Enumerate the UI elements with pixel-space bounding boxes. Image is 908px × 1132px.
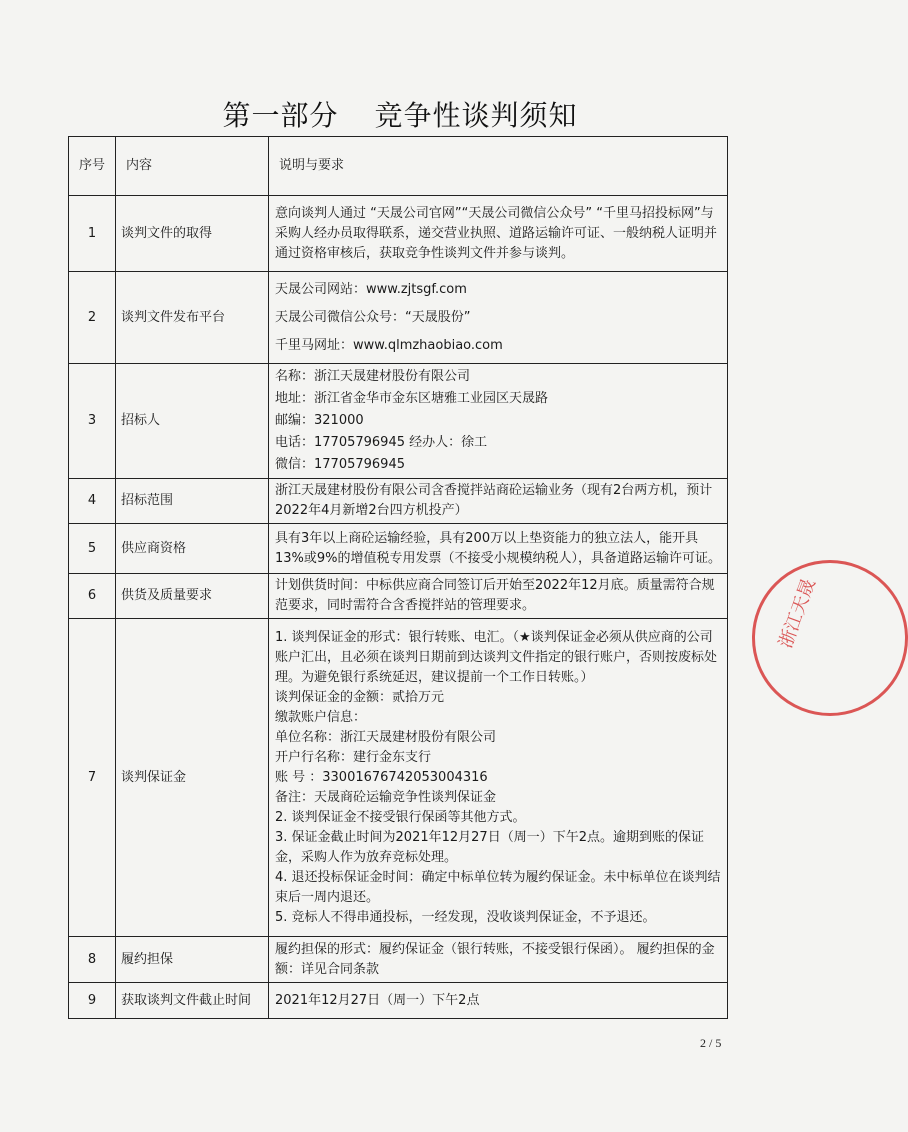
row-item-name: 招标人	[116, 364, 269, 479]
description-line: 缴款账户信息：	[275, 709, 367, 725]
row-number: 8	[69, 937, 116, 983]
row-item-name: 谈判保证金	[116, 619, 269, 937]
page-number: 2 / 5	[700, 1036, 722, 1050]
description-line: 计划供货时间：中标供应商合同签订后开始至2022年12月底。质量需符合规范要求，同时需符合含香搅拌站的管理要求。	[275, 578, 715, 613]
description-line: 2021年12月27日（周一）下午2点	[275, 992, 480, 1008]
table-row	[69, 937, 728, 983]
table-row	[69, 574, 728, 619]
description-line: 备注：天晟商砼运输竞争性谈判保证金	[275, 789, 497, 805]
page-title	[0, 94, 800, 134]
row-number: 3	[69, 364, 116, 479]
description-line: 邮编：321000	[275, 413, 364, 428]
table-row	[69, 364, 728, 479]
row-item-name: 供应商资格	[116, 524, 269, 574]
description-line: 履约担保的形式：履约保证金（银行转账，不接受银行保函）。 履约担保的金额：详见合同条款	[275, 941, 715, 977]
row-item-name: 获取谈判文件截止时间	[116, 983, 269, 1019]
description-line: 单位名称：浙江天晟建材股份有限公司	[275, 729, 497, 745]
description-line: 具有3年以上商砼运输经验，具有200万以上垫资能力的独立法人，能开具13%或9%的增值税专用发票（不接受小规模纳税人），具备道路运输许可证。	[275, 530, 722, 566]
table-header-row	[69, 137, 728, 196]
row-number: 7	[69, 619, 116, 937]
requirements-table	[68, 136, 728, 1019]
description-line: 谈判保证金的金额：贰拾万元	[275, 689, 445, 705]
table-body	[69, 196, 728, 1019]
row-item-name: 履约担保	[116, 937, 269, 983]
row-description	[269, 574, 728, 619]
description-line: 3. 保证金截止时间为2021年12月27日（周一）下午2点。逾期到账的保证金，采购人作为放弃竞标处理。	[275, 829, 704, 865]
row-number: 6	[69, 574, 116, 619]
description-line: 名称：浙江天晟建材股份有限公司	[275, 369, 471, 384]
row-item-name: 招标范围	[116, 479, 269, 524]
description-line: 电话：17705796945 经办人：徐工	[275, 435, 488, 450]
row-number: 2	[69, 272, 116, 364]
row-number: 1	[69, 196, 116, 272]
table-row	[69, 983, 728, 1019]
table-row	[69, 479, 728, 524]
row-description	[269, 983, 728, 1019]
description-line: 天晟公司网站：www.zjtsgf.com	[275, 281, 467, 297]
description-line: 地址：浙江省金华市金东区塘雅工业园区天晟路	[275, 391, 549, 406]
row-number: 5	[69, 524, 116, 574]
row-description	[269, 937, 728, 983]
row-description	[269, 479, 728, 524]
row-number: 4	[69, 479, 116, 524]
header-desc: 说明与要求	[269, 137, 728, 196]
table-row	[69, 619, 728, 937]
description-line: 2. 谈判保证金不接受银行保函等其他方式。	[275, 809, 526, 825]
description-line: 账 号 ：33001676742053004316	[275, 769, 488, 785]
description-line: 意向谈判人通过 “天晟公司官网”“天晟公司微信公众号” “千里马招投标网”与采购人经办员取得联系，递交营业执照、道路运输许可证、一般纳税人证明并通过资格审核后，获取竞争性谈判文件并参与谈判。	[275, 205, 718, 261]
title-part: 第一部分	[222, 99, 339, 132]
row-item-name: 谈判文件发布平台	[116, 272, 269, 364]
row-description	[269, 272, 728, 364]
title-name: 竞争性谈判须知	[374, 99, 578, 132]
header-no: 序号	[69, 137, 116, 196]
row-description	[269, 364, 728, 479]
description-line: 开户行名称：建行金东支行	[275, 749, 432, 765]
row-number: 9	[69, 983, 116, 1019]
description-line: 浙江天晟建材股份有限公司含香搅拌站商砼运输业务（现有2台两方机，预计2022年4月新增2台四方机投产）	[275, 483, 713, 518]
table-row	[69, 196, 728, 272]
description-line: 天晟公司微信公众号：“天晟股份”	[275, 309, 471, 325]
header-content: 内容	[116, 137, 269, 196]
row-description	[269, 619, 728, 937]
table-row	[69, 524, 728, 574]
row-item-name: 供货及质量要求	[116, 574, 269, 619]
row-description	[269, 196, 728, 272]
company-seal-text: 浙江天晟	[775, 576, 820, 651]
table-row	[69, 272, 728, 364]
description-line: 微信：17705796945	[275, 457, 405, 472]
row-item-name: 谈判文件的取得	[116, 196, 269, 272]
description-line: 5. 竞标人不得串通投标，一经发现，没收谈判保证金，不予退还。	[275, 909, 656, 925]
row-description	[269, 524, 728, 574]
description-line: 1. 谈判保证金的形式：银行转账、电汇。（★谈判保证金必须从供应商的公司账户汇出，且必须在谈判日期前到达谈判文件指定的银行账户，否则按废标处理。为避免银行系统延迟，建议提前一个工作日转账。）	[275, 629, 718, 685]
description-line: 4. 退还投标保证金时间：确定中标单位转为履约保证金。未中标单位在谈判结束后一周内退还。	[275, 869, 721, 905]
description-line: 千里马网址：www.qlmzhaobiao.com	[275, 337, 503, 353]
